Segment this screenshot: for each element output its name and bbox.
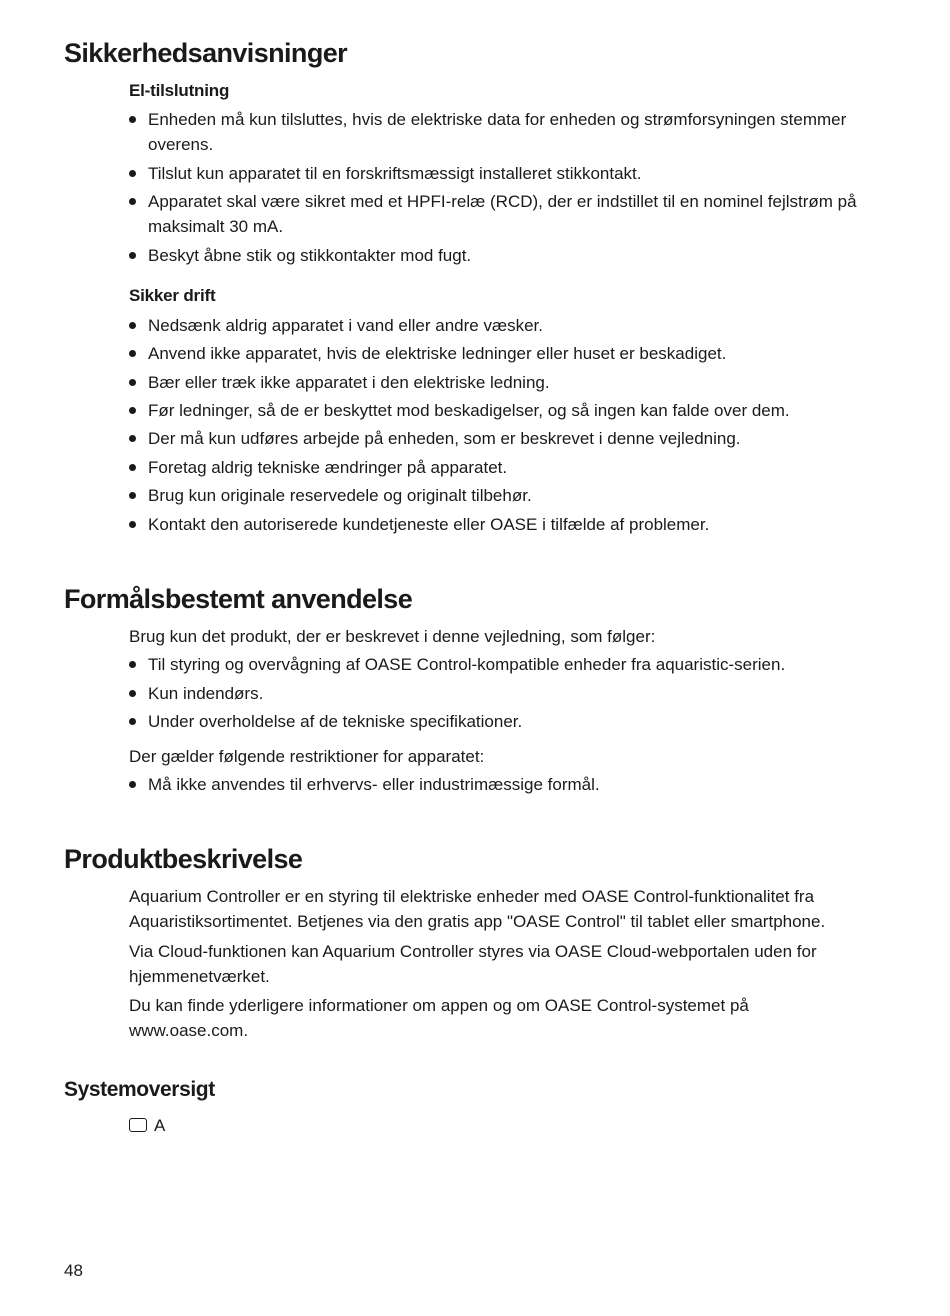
subheading-safe-operation: Sikker drift — [129, 286, 216, 305]
list-item: Kontakt den autoriserede kundetjeneste eller OASE i tilfælde af problemer. — [129, 512, 879, 537]
section-title-description: Produktbeskrivelse — [64, 844, 303, 874]
restriction-intro: Der gælder følgende restriktioner for apparatet: — [129, 747, 485, 766]
list-item: Brug kun originale reservedele og originalt tilbehør. — [129, 483, 879, 508]
list-item: Bær eller træk ikke apparatet i den elektriske ledning. — [129, 370, 879, 395]
list-item: Under overholdelse af de tekniske specifikationer. — [129, 709, 879, 734]
list-item: Anvend ikke apparatet, hvis de elektriske ledninger eller huset er beskadiget. — [129, 341, 879, 366]
page-number: 48 — [64, 1261, 83, 1280]
description-paragraph: Du kan finde yderligere informationer om appen og om OASE Control-systemet på www.oase.com. — [129, 996, 749, 1040]
list-item: Enheden må kun tilsluttes, hvis de elektriske data for enheden og strømforsyningen stemmer overens. — [129, 107, 879, 157]
section-title-overview: Systemoversigt — [64, 1078, 215, 1101]
section-title-intended-use: Formålsbestemt anvendelse — [64, 584, 413, 614]
description-paragraph: Via Cloud-funktionen kan Aquarium Controller styres via OASE Cloud-webportalen uden for hjemmenetværket. — [129, 942, 817, 986]
list-item: Beskyt åbne stik og stikkontakter mod fugt. — [129, 243, 879, 268]
figure-label: A — [154, 1116, 166, 1135]
list-item: Til styring og overvågning af OASE Control-kompatible enheder fra aquaristic-serien. — [129, 652, 879, 677]
list-item: Før ledninger, så de er beskyttet mod beskadigelser, og så ingen kan falde over dem. — [129, 398, 879, 423]
description-paragraph: Aquarium Controller er en styring til elektriske enheder med OASE Control-funktionalitet fra Aquaristiksortimentet. Betjenes via den gratis app "OASE Control" til tablet eller smartphone. — [129, 887, 826, 931]
list-item: Apparatet skal være sikret med et HPFI-relæ (RCD), der er indstillet til en nominel fejlstrøm på maksimalt 30 mA. — [129, 189, 879, 239]
subheading-electrical: El-tilslutning — [129, 81, 230, 100]
section-title-safety: Sikkerhedsanvisninger — [64, 38, 348, 68]
list-item: Kun indendørs. — [129, 681, 879, 706]
list-item: Må ikke anvendes til erhvervs- eller industrimæssige formål. — [129, 772, 879, 797]
intended-use-intro: Brug kun det produkt, der er beskrevet i denne vejledning, som følger: — [129, 627, 656, 646]
list-item: Foretag aldrig tekniske ændringer på apparatet. — [129, 455, 879, 480]
list-item: Tilslut kun apparatet til en forskriftsmæssigt installeret stikkontakt. — [129, 161, 879, 186]
list-item: Nedsænk aldrig apparatet i vand eller andre væsker. — [129, 313, 879, 338]
list-item: Der må kun udføres arbejde på enheden, som er beskrevet i denne vejledning. — [129, 426, 879, 451]
figure-reference-icon — [129, 1118, 147, 1132]
